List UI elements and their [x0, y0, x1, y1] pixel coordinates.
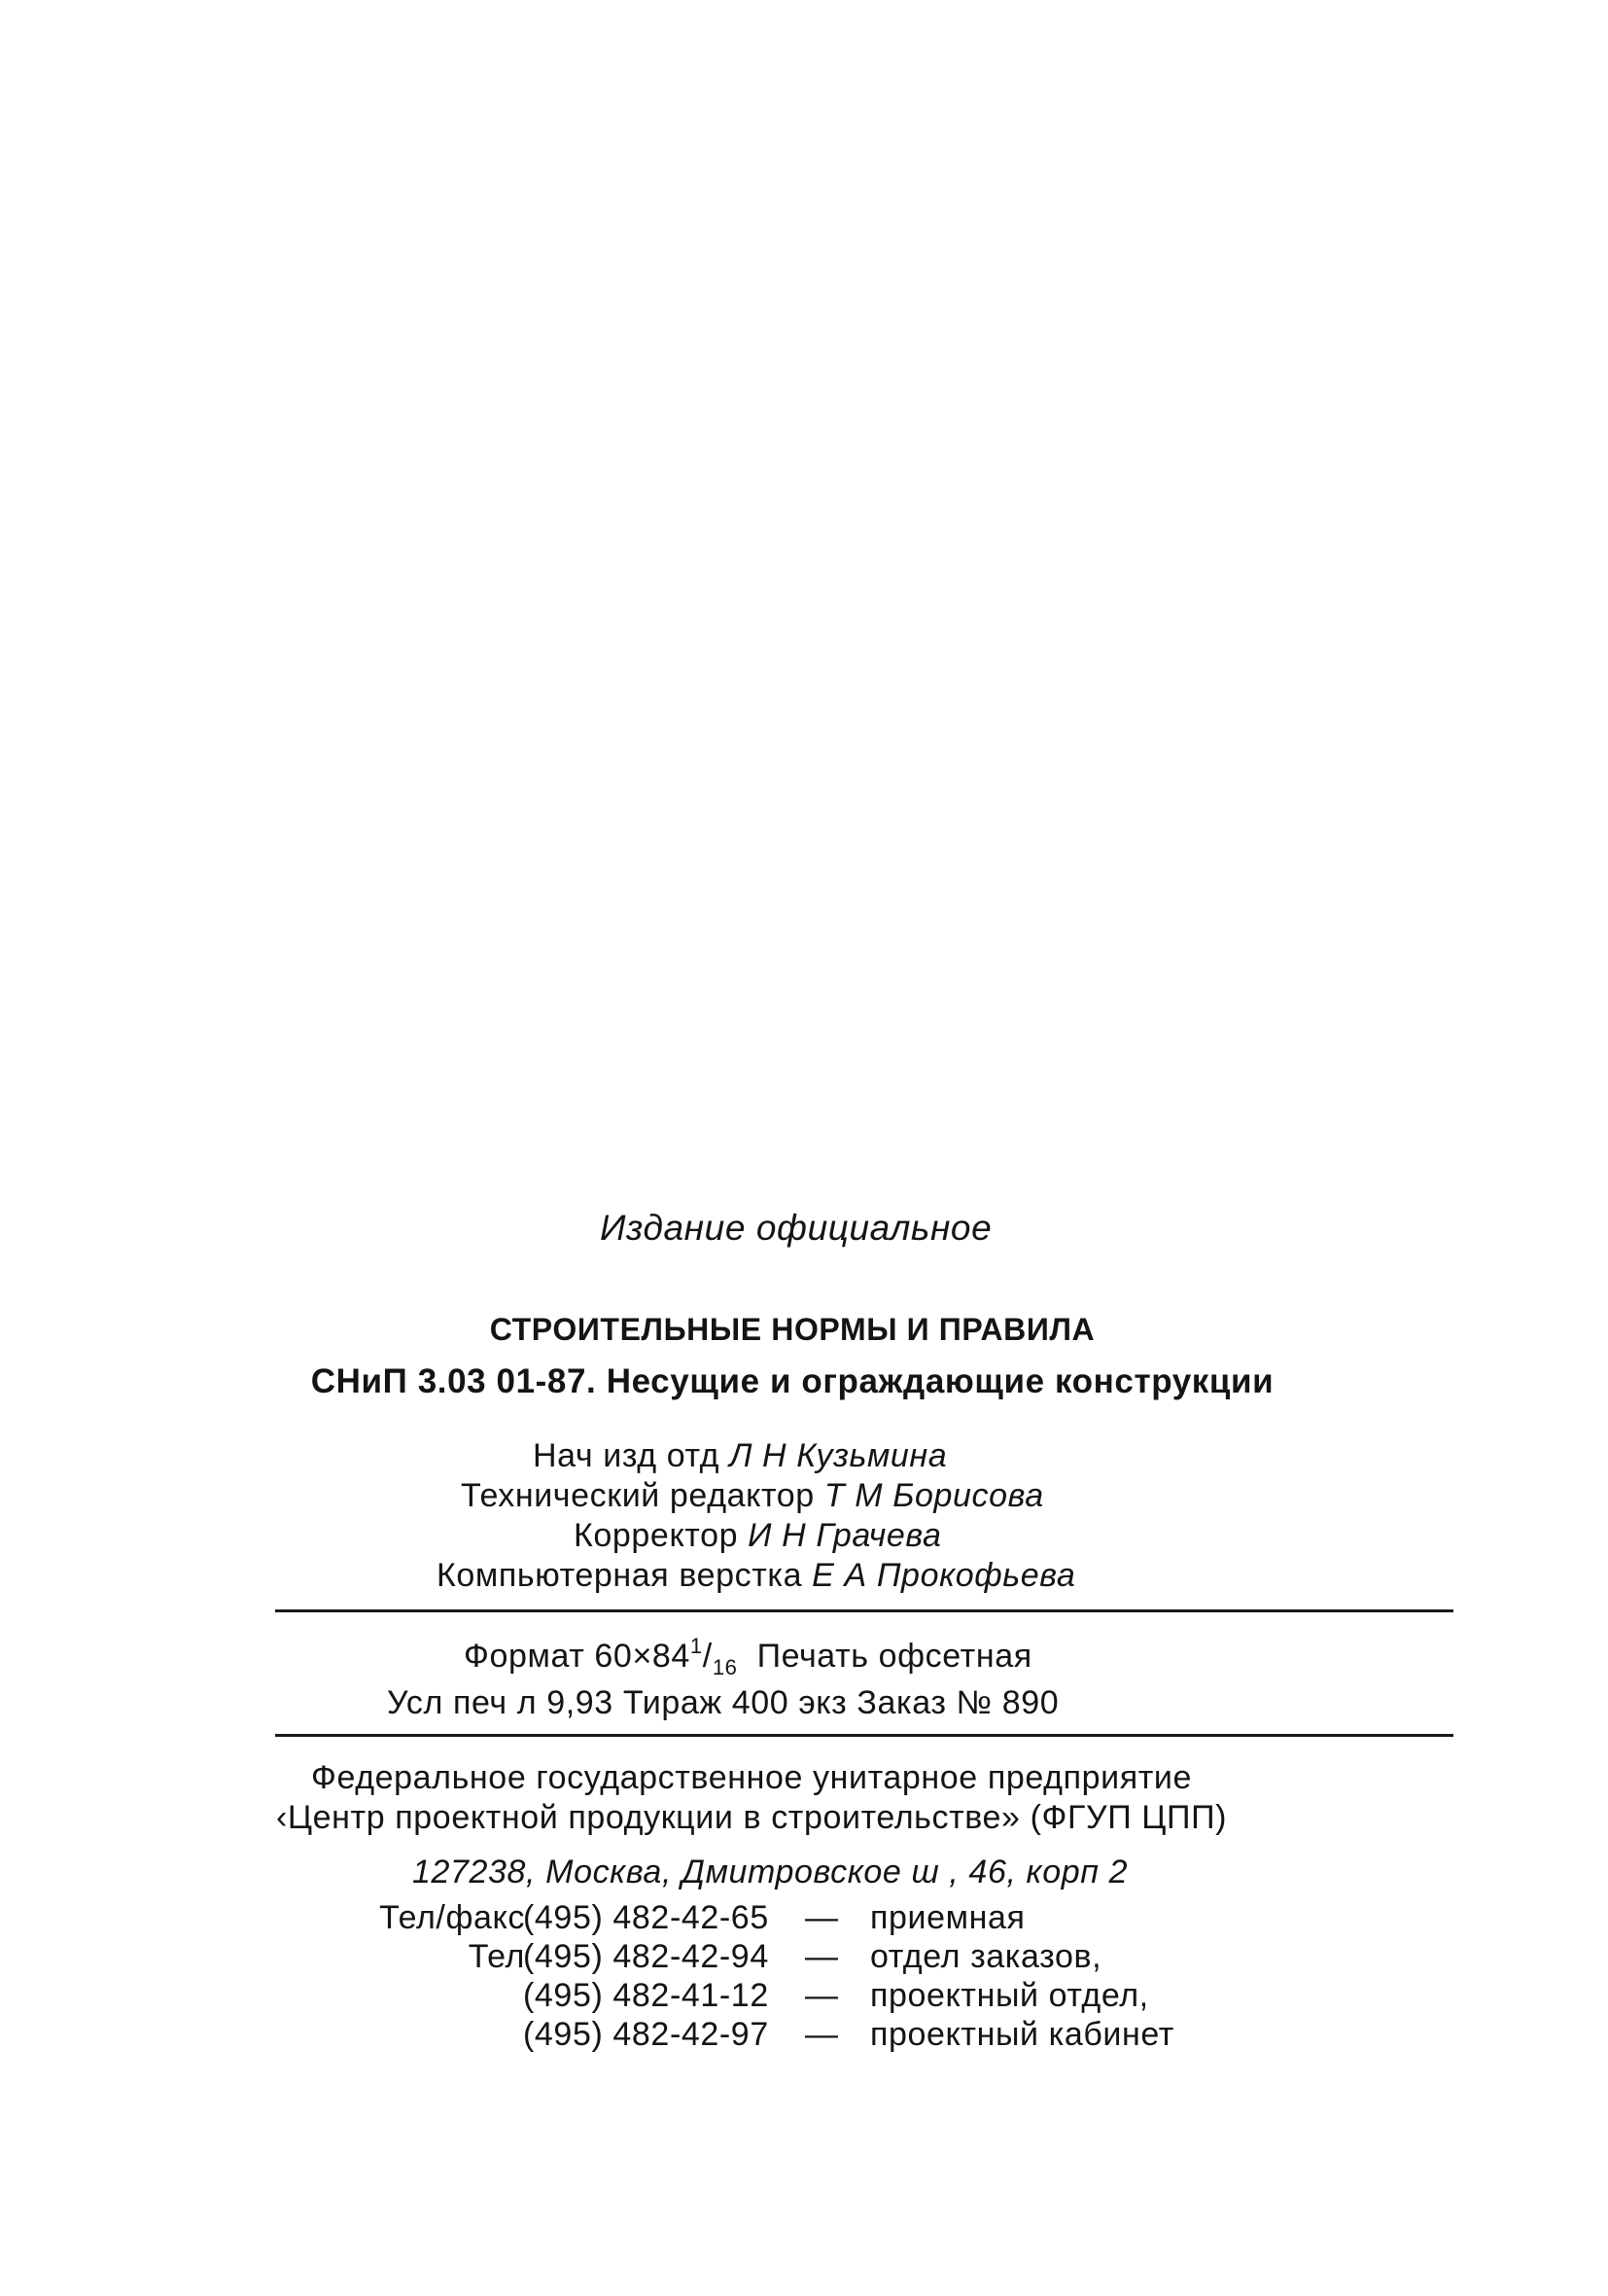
publisher-name: Федеральное государственное унитарное предприятие: [311, 1759, 1192, 1796]
credit-row: [461, 1476, 1044, 1515]
phone-dash: —: [805, 1938, 839, 1975]
phone-description: проектный отдел,: [870, 1977, 1149, 2014]
format-line: [464, 1634, 1032, 1679]
print-type: Печать офсетная: [756, 1638, 1032, 1675]
phone-label: Тел/факс: [379, 1899, 525, 1936]
phone-number: (495) 482-42-65: [523, 1899, 769, 1936]
publisher-fullname: ‹Центр проектной продукции в строительстве» (ФГУП ЦПП): [276, 1799, 1228, 1836]
print-details: Усл печ л 9,93 Тираж 400 экз Заказ № 890: [387, 1684, 1060, 1721]
credit-name: Л Н Кузьмина: [729, 1437, 948, 1474]
credit-role: Нач изд отд: [533, 1437, 720, 1474]
phone-number: (495) 482-41-12: [523, 1977, 769, 2014]
phone-dash: —: [805, 1899, 839, 1936]
credit-name: И Н Грачева: [748, 1517, 942, 1554]
credit-name: Е А Прокофьева: [812, 1557, 1076, 1594]
phone-number: (495) 482-42-94: [523, 1938, 769, 1975]
divider: [275, 1609, 1453, 1612]
credit-row: [437, 1556, 1075, 1595]
format-fraction-denominator: 16: [712, 1655, 738, 1679]
format-fraction-numerator: 1: [689, 1634, 703, 1658]
phone-label: Тел: [468, 1938, 525, 1975]
phone-description: приемная: [870, 1899, 1026, 1936]
credit-role: Корректор: [574, 1517, 739, 1554]
publisher-address: 127238, Москва, Дмитровское ш , 46, корп 2: [412, 1854, 1129, 1890]
credit-row: [533, 1436, 947, 1475]
credit-role: Компьютерная верстка: [437, 1557, 803, 1594]
credit-role: Технический редактор: [461, 1477, 815, 1514]
phone-dash: —: [805, 2016, 839, 2053]
phone-description: проектный кабинет: [870, 2016, 1174, 2053]
format-prefix: Формат 60×84: [464, 1638, 690, 1675]
credit-name: Т М Борисова: [823, 1477, 1044, 1514]
document-subtitle: СНиП 3.03 01-87. Несущие и ограждающие конструкции: [310, 1362, 1275, 1400]
document-title: СТРОИТЕЛЬНЫЕ НОРМЫ И ПРАВИЛА: [489, 1312, 1096, 1347]
phone-description: отдел заказов,: [870, 1938, 1102, 1975]
divider: [275, 1734, 1453, 1737]
phone-dash: —: [805, 1977, 839, 2014]
credit-row: [574, 1516, 941, 1555]
phone-number: (495) 482-42-97: [523, 2016, 769, 2053]
format-fraction-slash: /: [702, 1638, 713, 1675]
edition-label: Издание официальное: [600, 1208, 993, 1248]
